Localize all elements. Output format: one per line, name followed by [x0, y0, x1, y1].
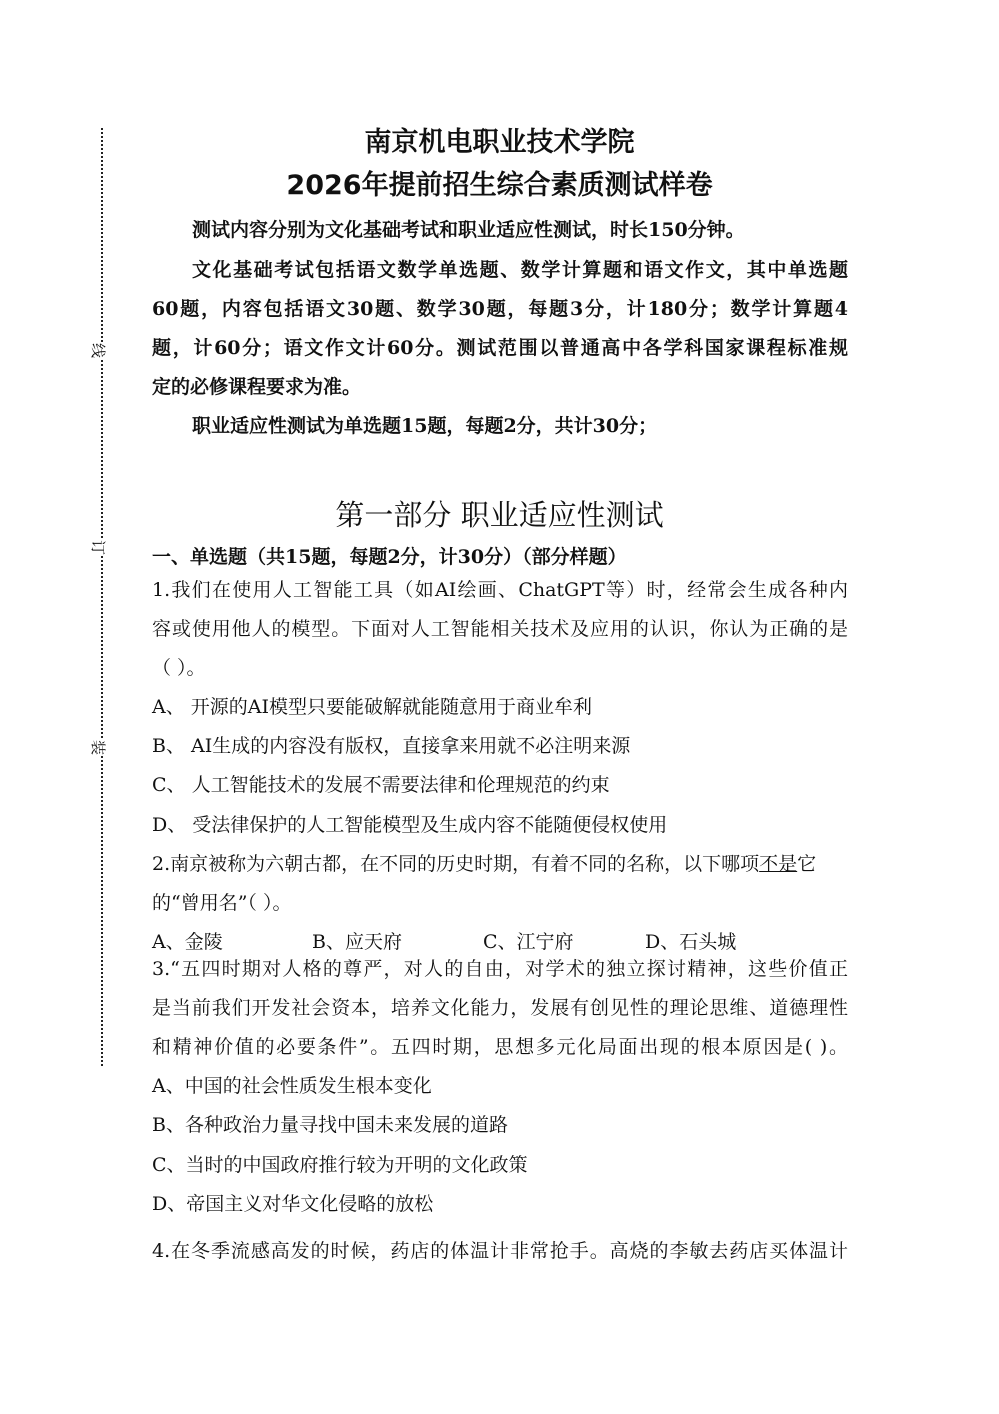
- intro-line: 测试内容分别为文化基础考试和职业适应性测试，时长150分钟。: [192, 219, 745, 241]
- binding-label: 订: [89, 539, 108, 556]
- option: B、各种政治力量寻找中国未来发展的道路: [152, 1114, 508, 1136]
- option: A、 开源的AI模型只要能破解就能随意用于商业牟利: [152, 696, 592, 718]
- intro-line: 60题，内容包括语文30题、数学30题，每题3分，计180分；数学计算题4: [152, 298, 848, 320]
- option: C、当时的中国政府推行较为开明的文化政策: [152, 1154, 528, 1176]
- binding-dotted-line: [101, 128, 103, 1066]
- question-line: 的“曾用名”（ ）。: [152, 892, 292, 914]
- binding-label: 线: [89, 342, 108, 359]
- intro-line: 文化基础考试包括语文数学单选题、数学计算题和语文作文，其中单选题: [192, 259, 848, 281]
- question-line: （ ）。: [152, 657, 206, 679]
- title-line1: 南京机电职业技术学院: [364, 127, 635, 158]
- question-line: [152, 852, 848, 876]
- title-line2: 2026年提前招生综合素质测试样卷: [286, 170, 713, 201]
- question-line: 1.我们在使用人工智能工具（如AI绘画、ChatGPT等）时，经常会生成各种内: [152, 579, 848, 601]
- question-line: 和精神价值的必要条件”。五四时期，思想多元化局面出现的根本原因是( )。: [152, 1036, 848, 1058]
- question-line: 是当前我们开发社会资本，培养文化能力，发展有创见性的理论思维、道德理性: [152, 997, 848, 1019]
- option: A、中国的社会性质发生根本变化: [152, 1075, 432, 1097]
- section-subtitle: 一、单选题（共15题，每题2分，计30分）（部分样题）: [152, 546, 627, 568]
- section-title: 第一部分 职业适应性测试: [335, 498, 664, 532]
- option: B、应天府: [312, 931, 402, 953]
- intro-line: 职业适应性测试为单选题15题，每题2分，共计30分；: [192, 415, 658, 437]
- q2-text: 它: [797, 853, 817, 875]
- q2-underlined: 不是: [759, 853, 798, 875]
- intro-line: 题，计60分；语文作文计60分。测试范围以普通高中各学科国家课程标准规: [152, 337, 848, 359]
- option: A、金陵: [152, 931, 223, 953]
- question-line: 容或使用他人的模型。下面对人工智能相关技术及应用的认识，你认为正确的是: [152, 618, 848, 640]
- intro-line: 定的必修课程要求为准。: [152, 376, 362, 398]
- binding-label: 装: [89, 739, 108, 756]
- option: D、石头城: [645, 931, 737, 953]
- option: C、江宁府: [483, 931, 574, 953]
- question-line: 3.“五四时期对人格的尊严，对人的自由，对学术的独立探讨精神，这些价值正: [152, 958, 848, 980]
- q2-text: 2.南京被称为六朝古都，在不同的历史时期，有着不同的名称，以下哪项: [152, 853, 760, 875]
- question-line: 4.在冬季流感高发的时候，药店的体温计非常抢手。高烧的李敏去药店买体温计: [152, 1240, 848, 1262]
- option: D、帝国主义对华文化侵略的放松: [152, 1193, 434, 1215]
- option: B、 AI生成的内容没有版权，直接拿来用就不必注明来源: [152, 735, 631, 757]
- option: D、 受法律保护的人工智能模型及生成内容不能随便侵权使用: [152, 814, 668, 836]
- option: C、 人工智能技术的发展不需要法律和伦理规范的约束: [152, 774, 610, 796]
